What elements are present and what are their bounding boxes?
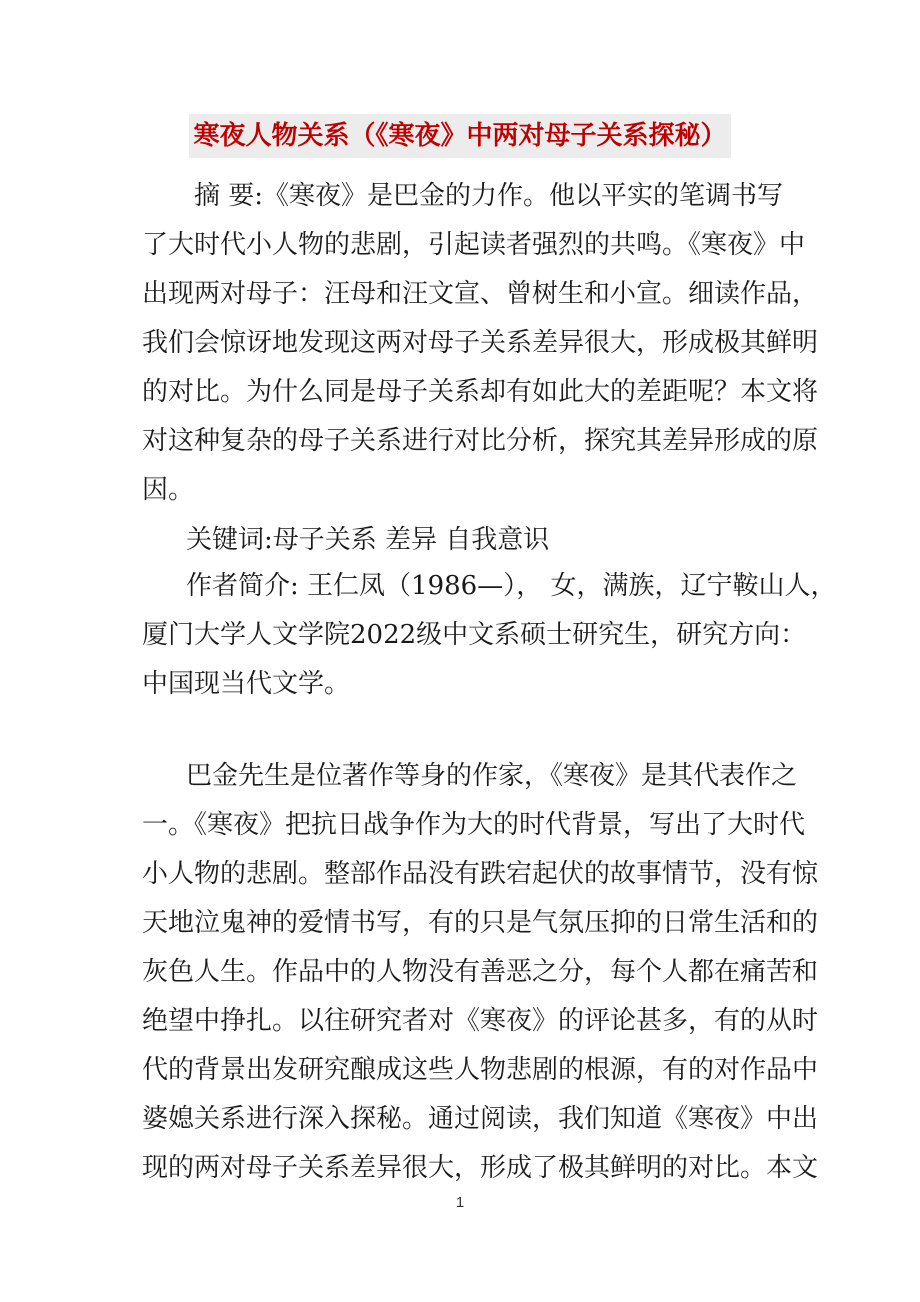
abstract-line: 了大时代小人物的悲剧，引起读者强烈的共鸣。《寒夜》中 (142, 230, 806, 260)
keywords-line: 关键词:母子关系 差异 自我意识 (186, 525, 550, 555)
author-intro-paragraph (142, 562, 837, 709)
body-line: 绝望中挣扎。以往研究者对《寒夜》的评论甚多，有的从时 (142, 1006, 819, 1036)
abstract-line: 摘 要:《寒夜》是巴金的力作。他以平实的笔调书写 (194, 181, 784, 211)
keywords-paragraph (142, 516, 782, 565)
title-wrapper (0, 114, 920, 158)
author-line: 作者简介: 王仁凤（1986—）， 女，满族，辽宁鞍山人， (186, 571, 837, 601)
author-line: 中国现当代文学。 (142, 669, 351, 699)
abstract-line: 对这种复杂的母子关系进行对比分析，探究其差异形成的原 (142, 426, 819, 456)
body-line: 婆媳关系进行深入探秘。通过阅读，我们知道《寒夜》中出 (142, 1104, 819, 1134)
body-line: 代的背景出发研究酿成这些人物悲剧的根源，有的对作品中 (142, 1055, 819, 1085)
author-line: 厦门大学人文学院2022级中文系硕士研究生，研究方向： (142, 620, 807, 650)
body-line: 现的两对母子关系差异很大，形成了极其鲜明的对比。本文 (142, 1153, 819, 1183)
body-line: 天地泣鬼神的爱情书写，有的只是气氛压抑的日常生活和的 (142, 908, 819, 938)
abstract-paragraph (142, 172, 819, 515)
body-paragraph (142, 752, 819, 1193)
abstract-line: 出现两对母子：汪母和汪文宣、曾树生和小宣。细读作品， (142, 279, 819, 309)
document-title: 寒夜人物关系（《寒夜》中两对母子关系探秘） (189, 114, 730, 158)
page-number: 1 (455, 1194, 465, 1211)
abstract-line: 因。 (142, 475, 195, 505)
body-line: 一。《寒夜》把抗日战争作为大的时代背景，写出了大时代 (142, 810, 806, 840)
body-line: 小人物的悲剧。整部作品没有跌宕起伏的故事情节，没有惊 (142, 859, 819, 889)
abstract-line: 我们会惊讶地发现这两对母子关系差异很大，形成极其鲜明 (142, 328, 819, 358)
body-line: 巴金先生是位著作等身的作家，《寒夜》是其代表作之 (186, 761, 798, 791)
body-line: 灰色人生。作品中的人物没有善恶之分，每个人都在痛苦和 (142, 957, 819, 987)
abstract-line: 的对比。为什么同是母子关系却有如此大的差距呢？本文将 (142, 377, 819, 407)
